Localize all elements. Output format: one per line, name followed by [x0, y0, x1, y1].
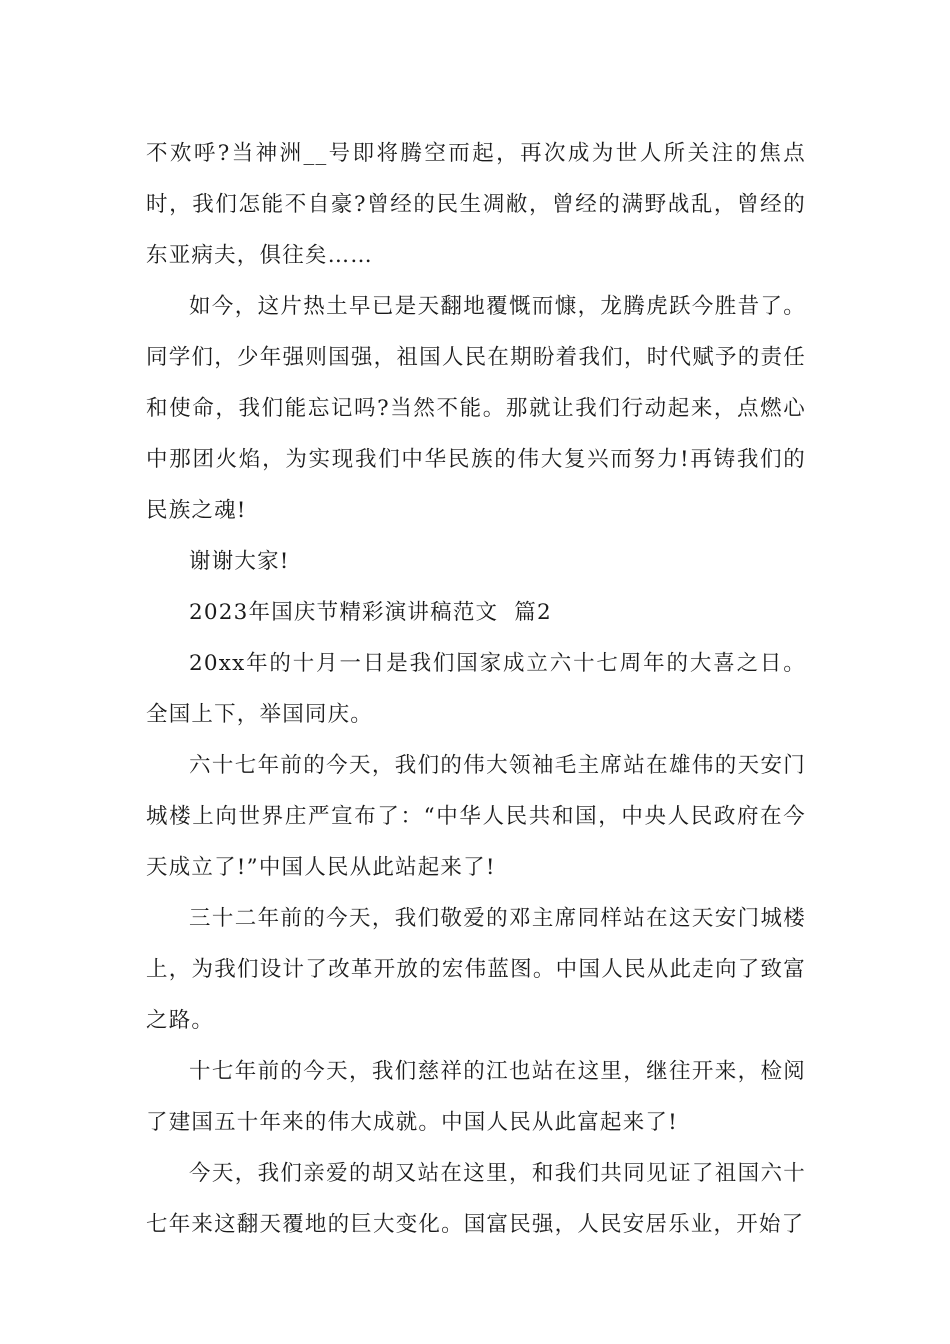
- paragraph: 20xx年的十月一日是我们国家成立六十七周年的大喜之日。全国上下，举国同庆。: [146, 651, 806, 727]
- paragraph: 十七年前的今天，我们慈祥的江也站在这里，继往开来，检阅了建国五十年来的伟大成就。中国人民从此富起来了!: [146, 1059, 806, 1135]
- paragraph: 如今，这片热土早已是天翻地覆慨而慷，龙腾虎跃今胜昔了。同学们，少年强则国强，祖国人民在期盼着我们，时代赋予的责任和使命，我们能忘记吗?当然不能。那就让我们行动起来，点燃心中那团火焰，为实现我们中华民族的伟大复兴而努力!再铸我们的民族之魂!: [146, 294, 806, 523]
- paragraph: 三十二年前的今天，我们敬爱的邓主席同样站在这天安门城楼上，为我们设计了改革开放的宏伟蓝图。中国人民从此走向了致富之路。: [146, 906, 806, 1033]
- paragraph: 不欢呼?当神洲__号即将腾空而起，再次成为世人所关注的焦点时，我们怎能不自豪?曾经的民生凋敝，曾经的满野战乱，曾经的东亚病夫，俱往矣……: [146, 141, 806, 268]
- paragraph: 今天，我们亲爱的胡又站在这里，和我们共同见证了祖国六十七年来这翻天覆地的巨大变化。国富民强，人民安居乐业，开始了: [146, 1161, 806, 1237]
- document-page: [146, 128, 806, 1250]
- paragraph: 六十七年前的今天，我们的伟大领袖毛主席站在雄伟的天安门城楼上向世界庄严宣布了：“中华人民共和国，中央人民政府在今天成立了!”中国人民从此站起来了!: [146, 753, 806, 880]
- paragraph: 谢谢大家!: [189, 549, 290, 574]
- section-heading: 2023年国庆节精彩演讲稿范文 篇2: [189, 600, 552, 625]
